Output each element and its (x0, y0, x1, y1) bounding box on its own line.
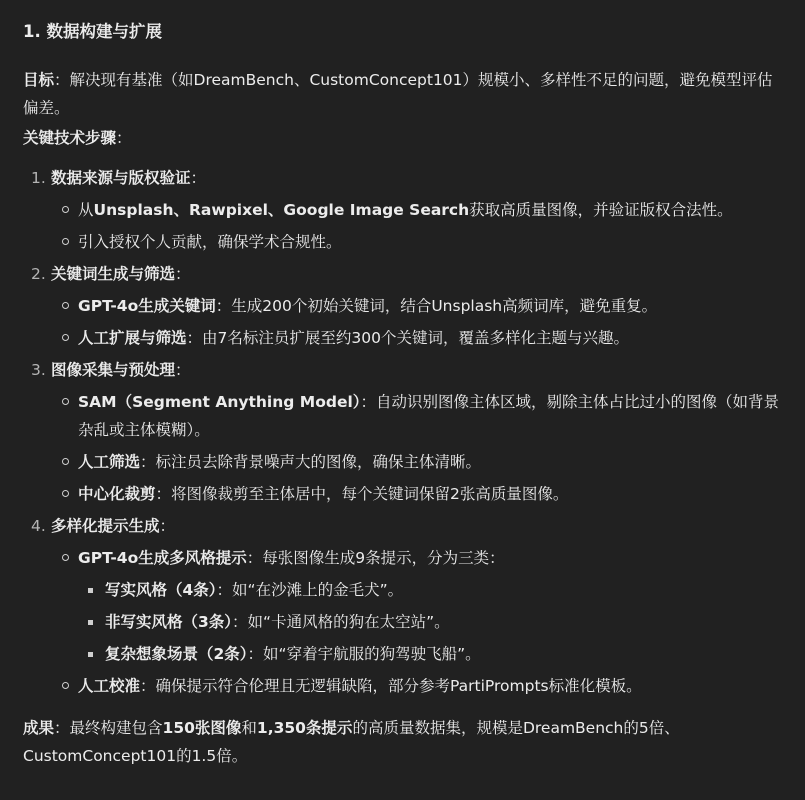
bullet-circle-icon (62, 554, 69, 561)
goal-label: 目标 (23, 71, 55, 89)
steps-list (23, 162, 781, 702)
step-number: 2. (31, 265, 46, 283)
list-item (51, 542, 781, 670)
bullet-circle-icon (62, 490, 69, 497)
item-text: ：如“卡通风格的狗在太空站”。 (232, 613, 450, 631)
item-text: ：由7名标注员扩展至约300个关键词，覆盖多样化主题与兴趣。 (186, 329, 629, 347)
item-bold: Unsplash、Rawpixel、Google Image Search (93, 201, 470, 219)
step-number: 1. (31, 169, 46, 187)
nested-sublist (78, 574, 781, 670)
bullet-circle-icon (62, 458, 69, 465)
item-bold: 写实风格（4条） (105, 581, 217, 599)
step-item (23, 354, 781, 510)
bullet-circle-icon (62, 238, 69, 245)
bullet-circle-icon (62, 398, 69, 405)
item-bold: SAM（Segment Anything Model） (78, 393, 361, 411)
result-text: ：最终构建包含 (54, 719, 163, 737)
step-item (23, 510, 781, 702)
list-item (51, 322, 781, 354)
list-item (51, 194, 781, 226)
list-item (51, 290, 781, 322)
result-paragraph (23, 714, 781, 770)
step-suffix: ： (159, 517, 176, 535)
bullet-square-icon (88, 588, 93, 593)
step-sublist (51, 542, 781, 702)
item-text: ：自动识别图像主体区域，剔除主体占比过小的图像（如背景杂乱或主体模糊）。 (78, 393, 780, 439)
item-bold: 人工筛选 (78, 453, 141, 471)
list-item (51, 226, 781, 258)
nested-list-item (78, 574, 781, 606)
list-item (51, 446, 781, 478)
result-label: 成果 (23, 719, 55, 737)
step-number: 4. (31, 517, 46, 535)
step-title: 多样化提示生成 (51, 517, 160, 535)
goal-paragraph (23, 66, 781, 122)
nested-list-item (78, 606, 781, 638)
bullet-circle-icon (62, 334, 69, 341)
step-sublist (51, 290, 781, 354)
goal-text: ：解决现有基准（如DreamBench、CustomConcept101）规模小、多样性不足的问题，避免模型评估偏差。 (23, 71, 773, 117)
result-text: 的高质量数据集，规模是DreamBench的5倍、CustomConcept101的1.5倍。 (23, 719, 680, 765)
list-item (51, 670, 781, 702)
step-title: 图像采集与预处理 (51, 361, 176, 379)
step-suffix: ： (175, 265, 191, 283)
item-text: ：如“在沙滩上的金毛犬”。 (216, 581, 404, 599)
steps-label (23, 122, 781, 154)
nested-list-item (78, 638, 781, 670)
bullet-circle-icon (62, 302, 69, 309)
step-item (23, 258, 781, 354)
bullet-square-icon (88, 652, 93, 657)
step-sublist (51, 386, 781, 510)
bullet-square-icon (88, 620, 93, 625)
step-sublist (51, 194, 781, 258)
step-number: 3. (31, 361, 46, 379)
steps-label-text: 关键技术步骤 (23, 129, 117, 147)
step-item (23, 162, 781, 258)
result-text: 和 (241, 719, 257, 737)
step-title: 关键词生成与筛选 (51, 265, 176, 283)
item-text: 引入授权个人贡献，确保学术合规性。 (78, 233, 342, 251)
item-bold: 复杂想象场景（2条） (105, 645, 248, 663)
list-item (51, 478, 781, 510)
item-text: ：每张图像生成9条提示，分为三类： (246, 549, 505, 567)
item-bold: 中心化裁剪 (78, 485, 156, 503)
result-bold-images: 150张图像 (162, 719, 242, 737)
bullet-circle-icon (62, 682, 69, 689)
bullet-circle-icon (62, 206, 69, 213)
step-suffix: ： (175, 361, 191, 379)
item-text: ：将图像裁剪至主体居中，每个关键词保留2张高质量图像。 (155, 485, 569, 503)
item-bold: 非写实风格（3条） (105, 613, 233, 631)
list-item (51, 386, 781, 446)
step-suffix: ： (190, 169, 207, 187)
steps-label-suffix: ： (116, 129, 132, 147)
step-title: 数据来源与版权验证 (51, 169, 191, 187)
item-bold: GPT-4o生成关键词 (78, 297, 216, 315)
result-bold-prompts: 1,350条提示 (256, 719, 353, 737)
section-heading: 1. 数据构建与扩展 (23, 22, 162, 41)
item-bold: GPT-4o生成多风格提示 (78, 549, 247, 567)
item-text: ：标注员去除背景噪声大的图像，确保主体清晰。 (140, 453, 482, 471)
item-text: 获取高质量图像，并验证版权合法性。 (469, 201, 733, 219)
item-text: ：确保提示符合伦理且无逻辑缺陷，部分参考PartiPrompts标准化模板。 (140, 677, 642, 695)
item-text: ：如“穿着宇航服的狗驾驶飞船”。 (247, 645, 481, 663)
item-bold: 人工校准 (78, 677, 141, 695)
item-bold: 人工扩展与筛选 (78, 329, 187, 347)
item-pre: 从 (78, 201, 94, 219)
item-text: ：生成200个初始关键词，结合Unsplash高频词库，避免重复。 (215, 297, 658, 315)
